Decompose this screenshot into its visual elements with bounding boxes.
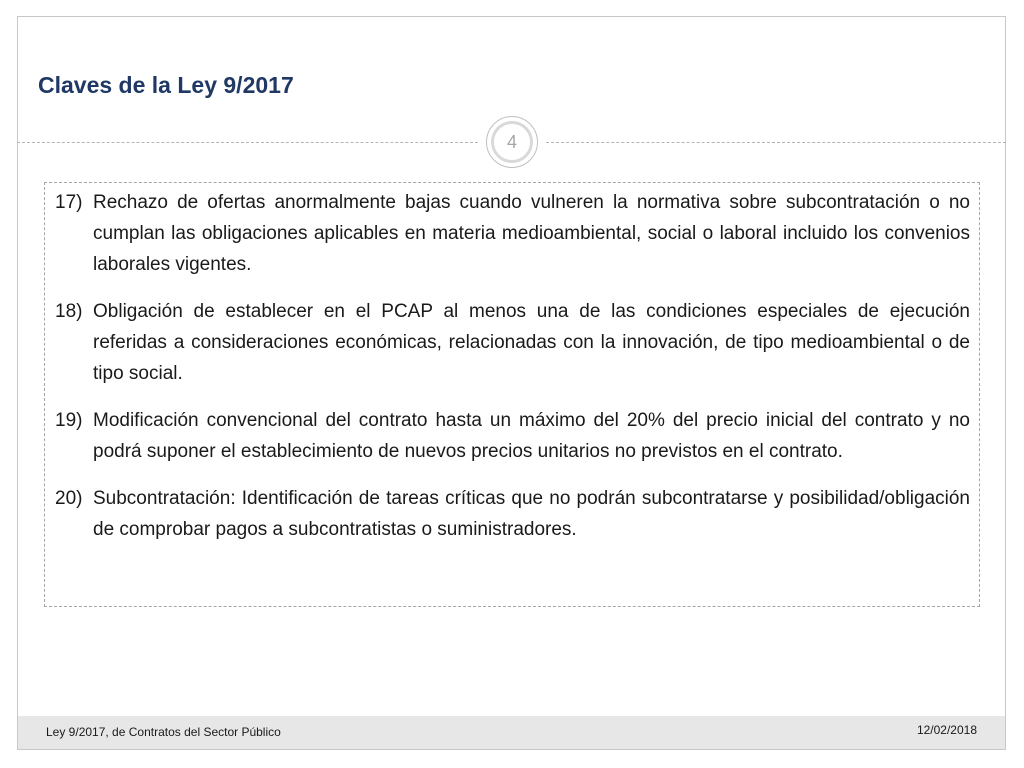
list-item-text: Obligación de establecer en el PCAP al menos una de las condiciones especiales de ejecución referidas a consideraciones económicas, relacionadas con la innovación, de tipo medioambiental o de tipo social. xyxy=(93,301,970,384)
slide-title: Claves de la Ley 9/2017 xyxy=(38,72,294,98)
list-item-number: 19) xyxy=(55,410,83,431)
list-item-number: 17) xyxy=(55,192,83,213)
footer-title: Ley 9/2017, de Contratos del Sector Público xyxy=(46,725,281,739)
list-item xyxy=(52,296,970,389)
footer-bar xyxy=(18,716,1005,749)
key-points-list xyxy=(52,187,970,561)
list-item-text: Modificación convencional del contrato hasta un máximo del 20% del precio inicial del contrato y no podrá suponer el establecimiento de nuevos precios unitarios no previstos en el contrato. xyxy=(93,410,970,462)
list-item-text: Subcontratación: Identificación de tareas críticas que no podrán subcontratarse y posibilidad/obligación de comprobar pagos a subcontratistas o suministradores. xyxy=(93,488,970,540)
title-divider-left xyxy=(17,142,478,143)
page-number: 4 xyxy=(491,121,533,163)
list-item xyxy=(52,405,970,467)
list-item-number: 18) xyxy=(55,301,83,322)
title-divider-right xyxy=(546,142,1006,143)
list-item-number: 20) xyxy=(55,488,83,509)
list-item xyxy=(52,187,970,280)
page-number-badge xyxy=(486,116,538,168)
list-item xyxy=(52,483,970,545)
footer-date: 12/02/2018 xyxy=(916,723,977,737)
list-item-text: Rechazo de ofertas anormalmente bajas cuando vulneren la normativa sobre subcontratación o no cumplan las obligaciones aplicables en materia medioambiental, social o laboral incluido los convenios laborales vigentes. xyxy=(93,192,970,275)
